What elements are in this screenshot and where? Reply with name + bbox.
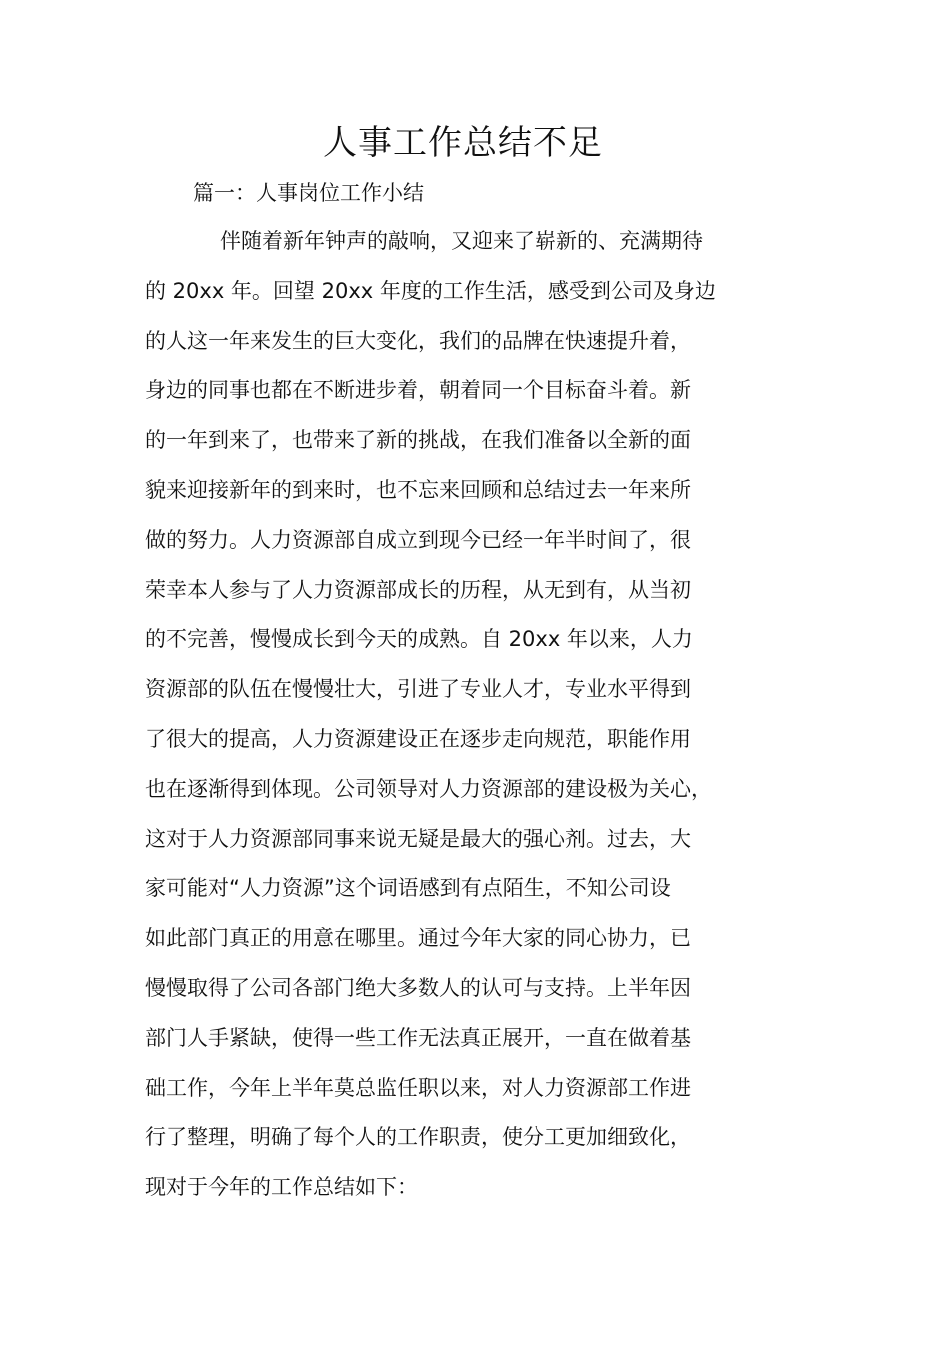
- paragraph-line: 了很大的提高，人力资源建设正在逐步走向规范，职能作用: [145, 726, 691, 751]
- paragraph-line: 家可能对“人力资源”这个词语感到有点陌生，不知公司设: [145, 876, 671, 901]
- paragraph-line: 资源部的队伍在慢慢壮大，引进了专业人才，专业水平得到: [145, 677, 691, 702]
- document-title: 人事工作总结不足: [323, 123, 603, 163]
- paragraph-line: 如此部门真正的用意在哪里。通过今年大家的同心协力，已: [145, 926, 691, 951]
- paragraph-line: 慢慢取得了公司各部门绝大多数人的认可与支持。上半年因: [145, 975, 691, 1000]
- paragraph-line: 貌来迎接新年的到来时，也不忘来回顾和总结过去一年来所: [145, 477, 691, 502]
- paragraph-line: 行了整理，明确了每个人的工作职责，使分工更加细致化，: [145, 1125, 691, 1150]
- paragraph-line: 现对于今年的工作总结如下：: [145, 1175, 418, 1200]
- paragraph-line: 的一年到来了，也带来了新的挑战，在我们准备以全新的面: [145, 428, 691, 453]
- paragraph-line: 伴随着新年钟声的敲响，又迎来了崭新的、充满期待: [220, 229, 703, 253]
- paragraph-line: 这对于人力资源部同事来说无疑是最大的强心剂。过去，大: [145, 826, 691, 851]
- paragraph-line: 部门人手紧缺，使得一些工作无法真正展开，一直在做着基: [145, 1025, 691, 1050]
- paragraph-line: 的 20xx 年。回望 20xx 年度的工作生活，感受到公司及身边: [145, 278, 716, 303]
- section-heading: 篇一：人事岗位工作小结: [193, 181, 424, 205]
- body-paragraph: [145, 224, 805, 1220]
- paragraph-line: 也在逐渐得到体现。公司领导对人力资源部的建设极为关心，: [145, 776, 712, 801]
- paragraph-line: 的人这一年来发生的巨大变化，我们的品牌在快速提升着，: [145, 328, 691, 353]
- paragraph-line: 的不完善，慢慢成长到今天的成熟。自 20xx 年以来，人力: [145, 627, 693, 652]
- paragraph-line: 身边的同事也都在不断进步着，朝着同一个目标奋斗着。新: [145, 378, 691, 403]
- paragraph-line: 做的努力。人力资源部自成立到现今已经一年半时间了，很: [145, 527, 691, 552]
- paragraph-line: 荣幸本人参与了人力资源部成长的历程，从无到有，从当初: [145, 577, 691, 602]
- paragraph-line: 础工作，今年上半年莫总监任职以来，对人力资源部工作进: [145, 1075, 691, 1100]
